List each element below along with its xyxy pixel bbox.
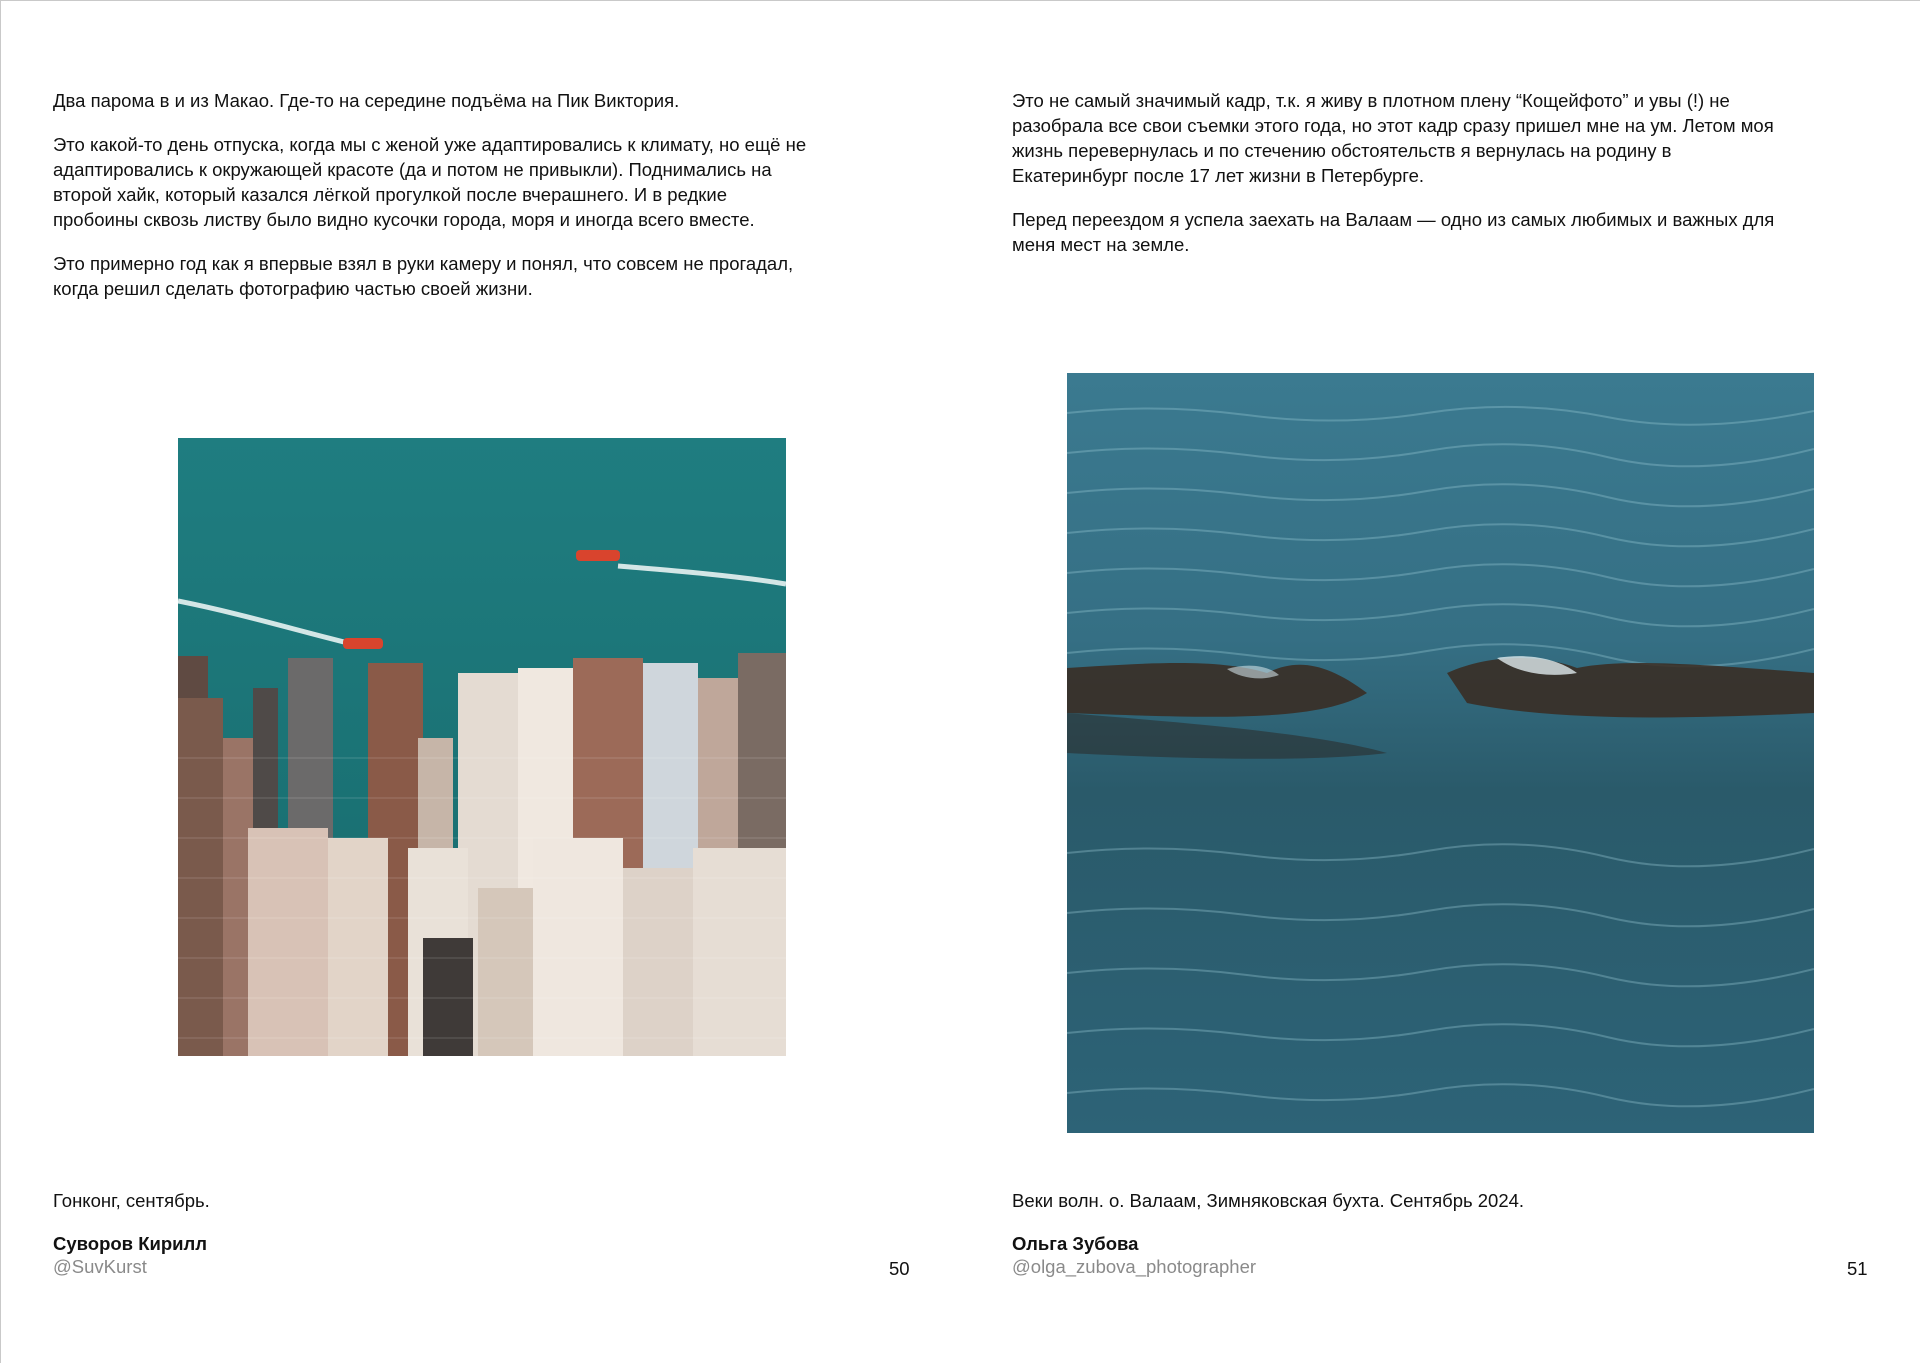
left-page: [1, 1, 961, 1364]
hong-kong-photo: [178, 438, 786, 1056]
right-page-number: 51: [1847, 1258, 1868, 1279]
ferry-1: [343, 638, 383, 649]
hong-kong-photo-illustration: [178, 438, 786, 1056]
right-text-block: [1012, 88, 1792, 276]
left-text-block: [53, 88, 813, 320]
valaam-waves-photo: [1067, 373, 1814, 1133]
right-page: [961, 1, 1920, 1364]
left-page-number: 50: [889, 1258, 910, 1279]
right-photo-caption: Веки волн. о. Валаам, Зимняковская бухта. Сентябрь 2024.: [1012, 1190, 1525, 1211]
left-author-name: Суворов Кирилл: [53, 1233, 208, 1254]
left-author-handle[interactable]: @SuvKurst: [53, 1256, 147, 1277]
right-paragraph-1: Это не самый значимый кадр, т.к. я живу в плотном плену “Кощейфото” и увы (!) не разобрала все свои съемки этого года, но этот кадр сразу пришел мне на ум. Летом моя жизнь перевернулась и по стечению обстоятельств я вернулась на родину в Екатеринбург после 17 лет жизни в Петербурге.: [1012, 90, 1774, 186]
left-paragraph-2: Это какой-то день отпуска, когда мы с женой уже адаптировались к климату, но ещё не адаптировались к окружающей красоте (да и потом не привыкли). Поднимались на второй хайк, который казался лёгкой прогулкой после вчерашнего. И в редкие пробоины сквозь листву было видно кусочки города, моря и иногда всего вместе.: [53, 134, 807, 230]
left-photo-caption: Гонконг, сентябрь.: [53, 1190, 210, 1211]
right-author-name: Ольга Зубова: [1012, 1233, 1139, 1254]
left-paragraph-1: Два парома в и из Макао. Где-то на середине подъёма на Пик Виктория.: [53, 90, 680, 111]
ferry-2: [576, 550, 620, 561]
right-author-handle[interactable]: @olga_zubova_photographer: [1012, 1256, 1257, 1277]
right-paragraph-2: Перед переездом я успела заехать на Валаам — одно из самых любимых и важных для меня мест на земле.: [1012, 209, 1775, 255]
valaam-waves-photo-illustration: [1067, 373, 1814, 1133]
left-paragraph-3: Это примерно год как я впервые взял в руки камеру и понял, что совсем не прогадал, когда решил сделать фотографию частью своей жизни.: [53, 253, 794, 299]
